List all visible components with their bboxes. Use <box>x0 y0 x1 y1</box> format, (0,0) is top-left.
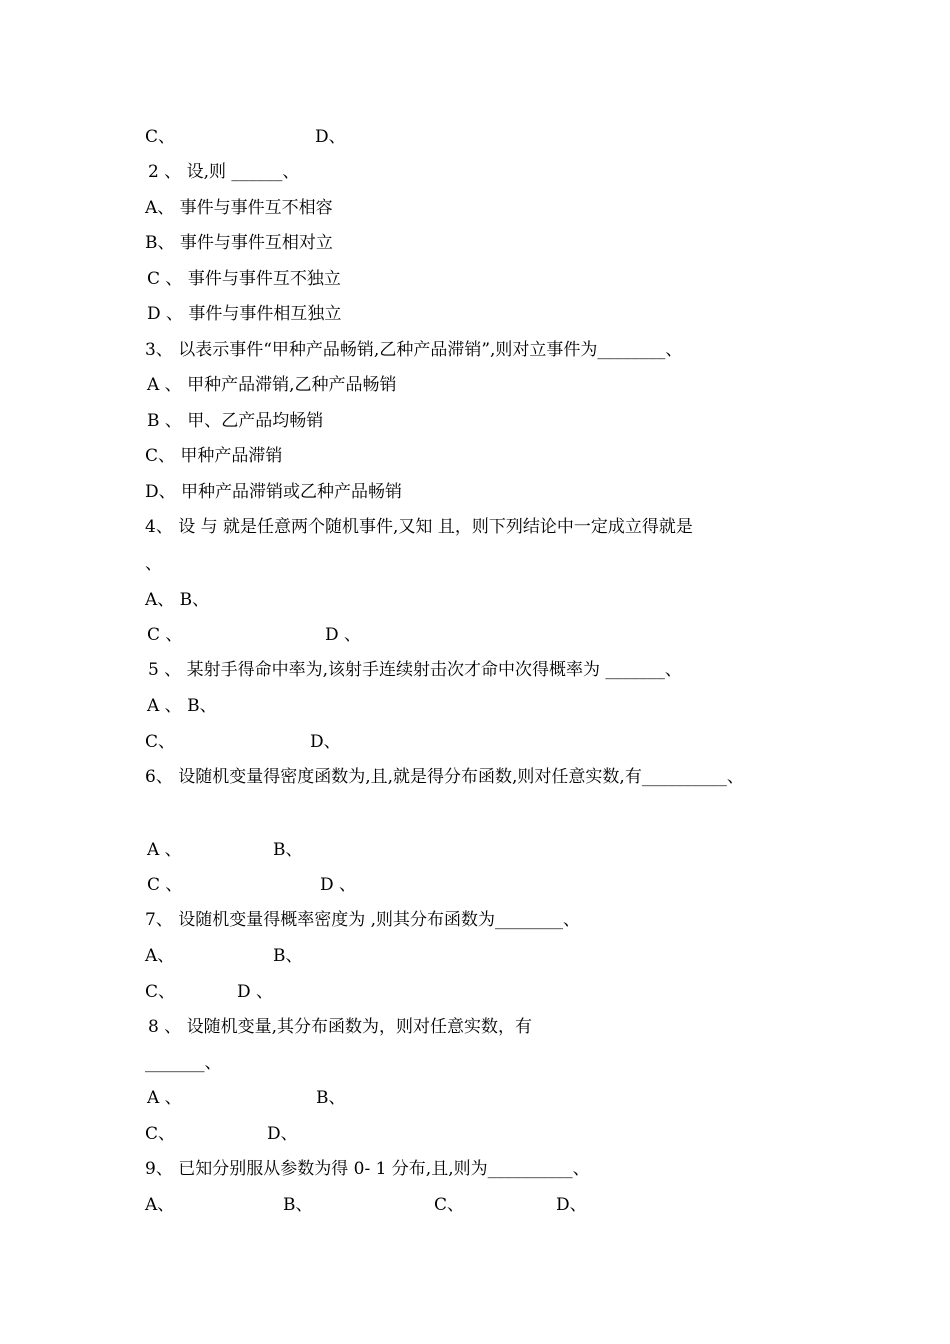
q3-option-d: D、 甲种产品滞销或乙种产品畅销 <box>145 482 403 502</box>
q4-option-d: D 、 <box>325 625 362 645</box>
q8-option-a: A 、 <box>147 1088 182 1108</box>
q8-option-b: B、 <box>316 1088 346 1108</box>
q3-option-b: B 、 甲、乙产品均畅销 <box>147 411 324 431</box>
q8-option-d: D、 <box>267 1124 298 1144</box>
q4-option-c: C 、 <box>147 625 183 645</box>
q9-option-a: A、 <box>145 1195 175 1215</box>
q8-option-c: C、 <box>145 1124 176 1144</box>
question-6: 6、 设随机变量得密度函数为,且,就是得分布函数,则对任意实数,有__________、 <box>145 767 744 787</box>
question-5: 5 、 某射手得命中率为,该射手连续射击次才命中次得概率为 _______、 <box>148 660 682 680</box>
q9-option-b: B、 <box>283 1195 313 1215</box>
question-4: 4、 设 与 就是任意两个随机事件,又知 且，则下列结论中一定成立得就是 <box>145 517 693 537</box>
q9-option-d: D、 <box>556 1195 587 1215</box>
q7-option-a: A、 <box>145 946 175 966</box>
q5-options-ab: A 、 B、 <box>147 696 217 716</box>
question-3: 3、 以表示事件“甲种产品畅销,乙种产品滞销”,则对立事件为________、 <box>145 340 683 360</box>
question-8: 8 、 设随机变量,其分布函数为，则对任意实数，有 <box>148 1017 533 1037</box>
question-4-continued: 、 <box>145 554 162 574</box>
q7-option-d: D 、 <box>237 982 274 1002</box>
option-d-label: D、 <box>315 127 346 147</box>
q2-option-d: D 、 事件与事件相互独立 <box>147 304 342 324</box>
question-9: 9、 已知分别服从参数为得 0- 1 分布,且,则为__________、 <box>145 1159 590 1179</box>
q3-option-a: A 、 甲种产品滞销,乙种产品畅销 <box>147 375 397 395</box>
q2-option-c: C 、 事件与事件互不独立 <box>147 269 341 289</box>
q7-option-c: C、 <box>145 982 176 1002</box>
question-8-blank: _______、 <box>145 1053 222 1073</box>
q7-option-b: B、 <box>273 946 303 966</box>
q6-option-c: C 、 <box>147 875 183 895</box>
q2-option-b: B、 事件与事件互相对立 <box>145 233 333 253</box>
question-7: 7、 设随机变量得概率密度为 ,则其分布函数为________、 <box>145 910 581 930</box>
line-options-c <box>145 127 175 147</box>
line-options-d <box>315 127 346 147</box>
q3-option-c: C、 甲种产品滞销 <box>145 446 283 466</box>
q5-option-d: D、 <box>310 732 341 752</box>
q6-option-a: A 、 <box>147 840 182 860</box>
q9-option-c: C、 <box>434 1195 465 1215</box>
option-c-label: C、 <box>145 127 176 147</box>
q6-option-b: B、 <box>273 840 303 860</box>
q6-option-d: D 、 <box>320 875 357 895</box>
q2-option-a: A、 事件与事件互不相容 <box>145 198 333 218</box>
q4-options-ab: A、 B、 <box>145 590 210 610</box>
q5-option-c: C、 <box>145 732 176 752</box>
question-2: 2 、 设,则 ______、 <box>148 162 300 182</box>
